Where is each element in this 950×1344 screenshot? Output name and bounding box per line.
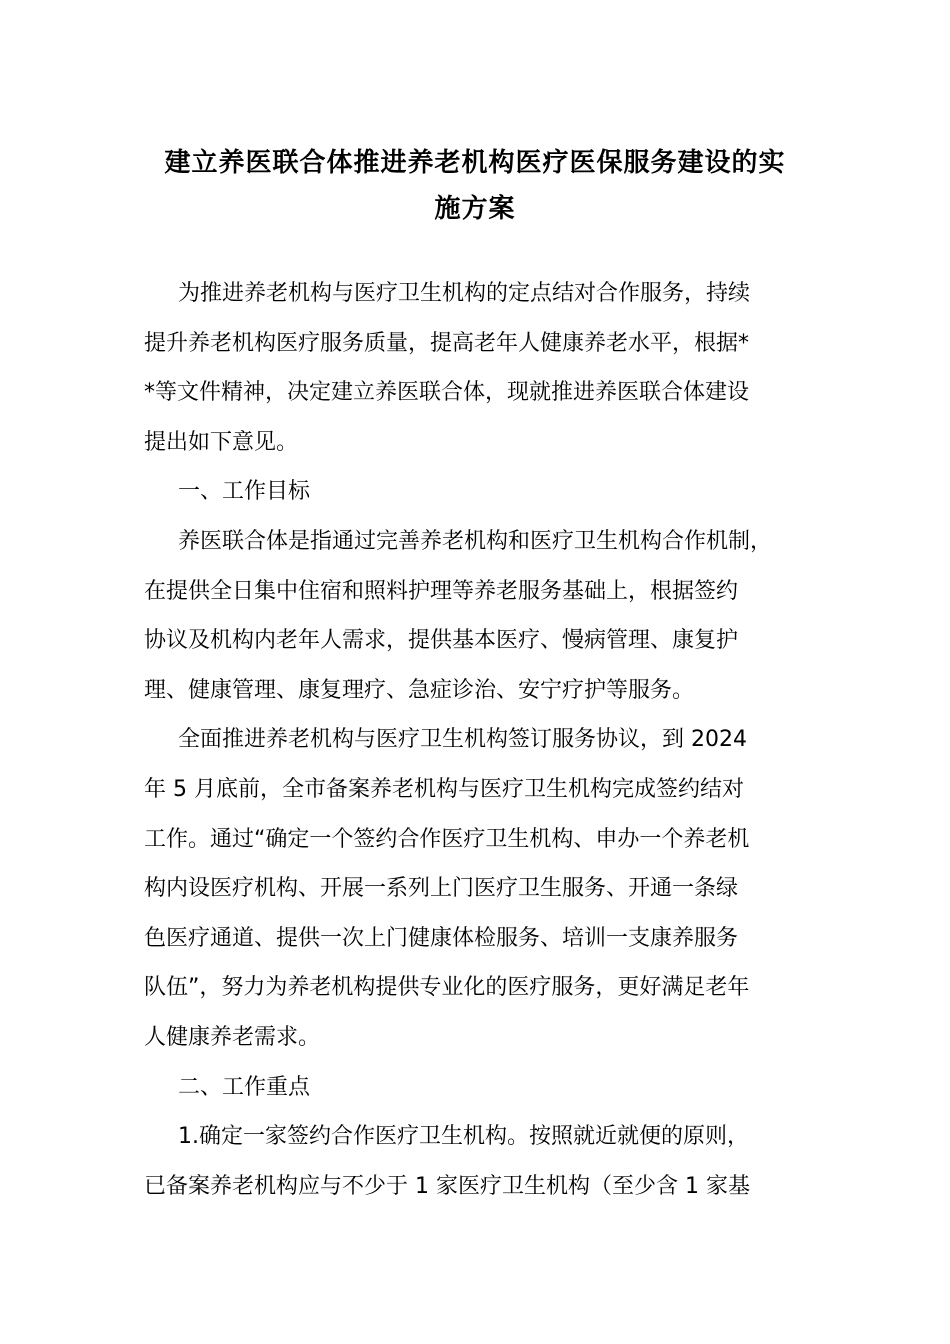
paragraph-line: 1.确定一家签约合作医疗卫生机构。按照就近就便的原则，: [178, 1124, 749, 1150]
paragraph-line: 理、健康管理、康复理疗、急症诊治、安宁疗护等服务。: [144, 677, 695, 703]
paragraph-line: 队伍”，努力为养老机构提供专业化的医疗服务，更好满足老年: [144, 975, 750, 1001]
paragraph-line: 构内设医疗机构、开展一系列上门医疗卫生服务、开通一条绿: [144, 876, 739, 902]
paragraph-line: 已备案养老机构应与不少于 1 家医疗卫生机构（至少含 1 家基: [144, 1173, 750, 1199]
paragraph-line: 人健康养老需求。: [144, 1024, 321, 1050]
paragraph-line: *等文件精神，决定建立养医联合体，现就推进养医联合体建设: [144, 380, 750, 406]
title-line: 建立养医联合体推进养老机构医疗医保服务建设的实: [164, 148, 786, 178]
paragraph-line: 提出如下意见。: [144, 429, 299, 455]
paragraph-line: 为推进养老机构与医疗卫生机构的定点结对合作服务，持续: [178, 281, 751, 306]
paragraph-line: 养医联合体是指通过完善养老机构和医疗卫生机构合作机制，: [178, 528, 773, 554]
paragraph-line: 色医疗通道、提供一次上门健康体检服务、培训一支康养服务: [144, 925, 739, 951]
document-title: [140, 140, 810, 232]
paragraph-line: 在提供全日集中住宿和照料护理等养老服务基础上，根据签约: [144, 578, 739, 604]
paragraph-line: 协议及机构内老年人需求，提供基本医疗、慢病管理、康复护: [144, 628, 739, 654]
paragraph-line: 提升养老机构医疗服务质量，提高老年人健康养老水平，根据*: [144, 330, 750, 356]
section-heading: 二、工作重点: [178, 1074, 311, 1100]
paragraph-line: 年 5 月底前，全市备案养老机构与医疗卫生机构完成签约结对: [144, 776, 744, 802]
title-line: 施方案: [434, 194, 516, 224]
section-heading: 一、工作目标: [178, 479, 311, 505]
paragraph-line: 全面推进养老机构与医疗卫生机构签订服务协议，到 2024: [178, 727, 747, 753]
document-body: [144, 269, 824, 1211]
paragraph-line: 工作。通过“确定一个签约合作医疗卫生机构、申办一个养老机: [144, 826, 750, 852]
